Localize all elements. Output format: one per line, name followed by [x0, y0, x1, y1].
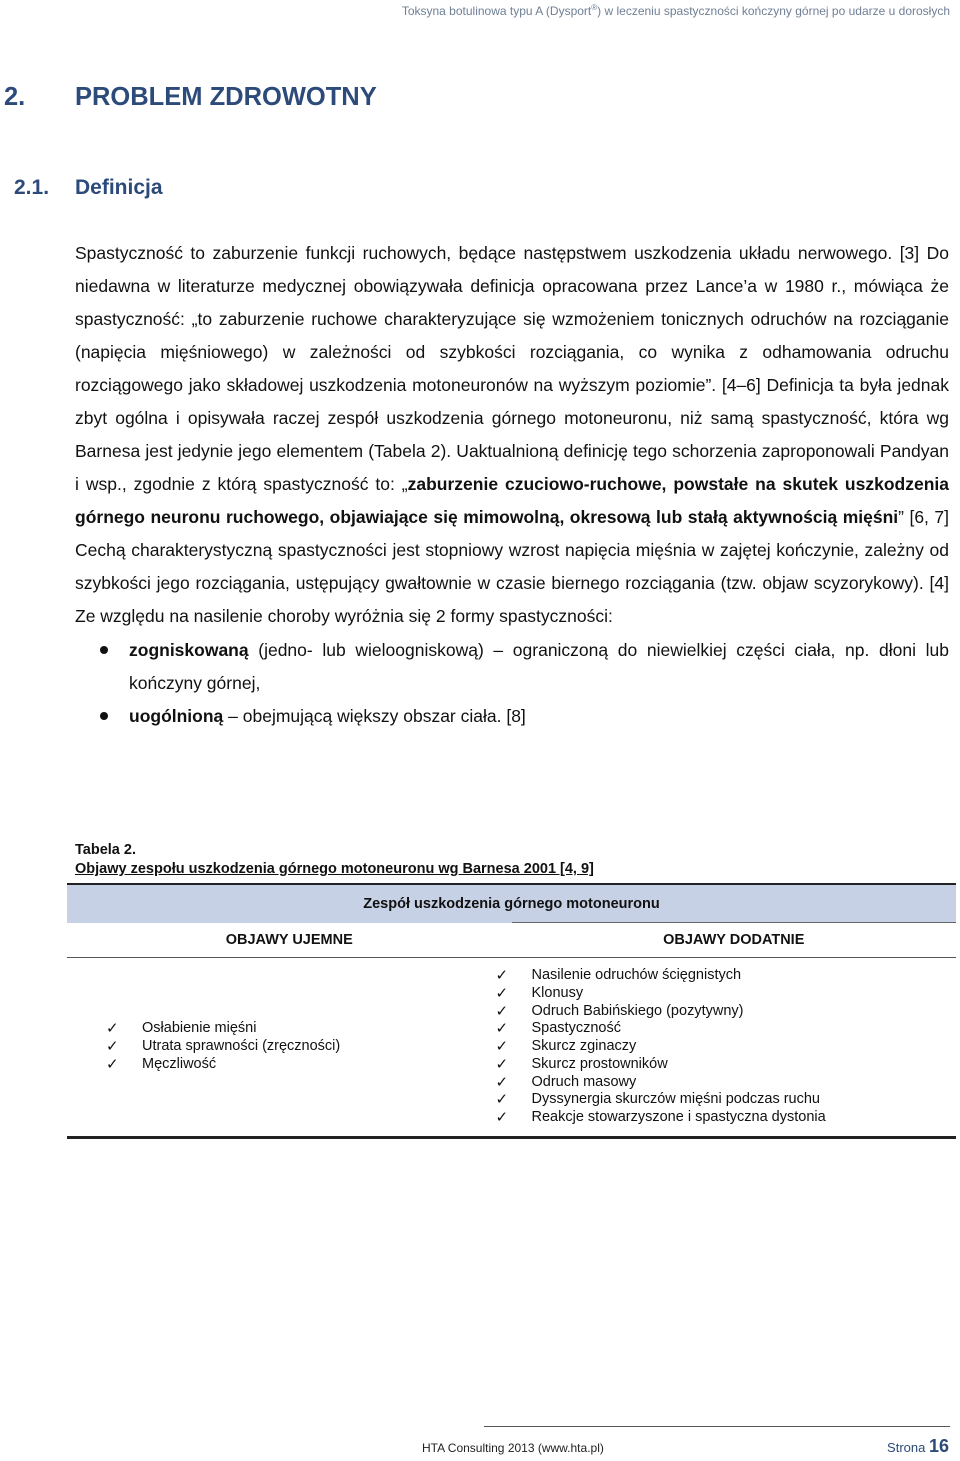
check-icon: ✓ [106, 1020, 119, 1038]
list-item [106, 1056, 512, 1074]
page-number-value: 16 [928, 1436, 949, 1456]
positive-symptoms-list [106, 1020, 512, 1073]
subsection-heading [14, 176, 163, 200]
table-label: Tabela 2. [75, 842, 136, 858]
list-item [496, 1056, 957, 1074]
check-icon: ✓ [106, 1038, 119, 1056]
forms-list [75, 634, 949, 733]
list-item [496, 1091, 957, 1109]
list-item [496, 1038, 957, 1056]
list-item-text: Nasilenie odruchów ścięgnistych [531, 966, 742, 983]
running-header [402, 3, 950, 18]
column-header-positive: OBJAWY UJEMNE [67, 923, 512, 958]
definition-paragraph [75, 237, 949, 633]
check-icon: ✓ [495, 984, 509, 1002]
negative-symptoms-cell [495, 958, 957, 1138]
list-item [75, 700, 949, 733]
list-item-term: uogólnioną [129, 706, 224, 726]
list-item [106, 1020, 512, 1038]
list-item-text: – obejmującą większy obszar ciała. [8] [223, 706, 526, 726]
check-icon: ✓ [495, 1073, 509, 1091]
negative-symptoms-list [496, 967, 957, 1127]
page-label: Strona [887, 1440, 926, 1455]
paragraph-text-part1: Spastyczność to zaburzenie funkcji ruchowych, będące następstwem uszkodzenia układu nerwowego. [3] Do niedawna w literaturze medycznej obowiązywała definicja opracowana przez Lance’a w 1980 r., mówiąca że spastyczność: „to zaburzenie ruchowe charakteryzujące się wzmożeniem tonicznych odruchów na rozciąganie (napięcia mięśniowego) w zależności od szybkości rozciągania, co wynika z odhamowania odruchu rozciągowego jako składowej uszkodzenia motoneuronów na wyższym poziomie”. [4–6] Definicja ta była jednak zbyt ogólna i opisywała raczej zespół uszkodzenia górnego motoneuronu, niż samą spastyczność, która wg Barnesa jest jedynie jego elementem (Tabela 2). Uaktualnioną definicję tego schorzenia zaproponowali Pandyan i wsp., zgodnie z którą spastyczność to: „ [75, 243, 949, 494]
check-icon: ✓ [495, 1002, 509, 1020]
list-item-text: Dyssynergia skurczów mięśni podczas ruchu [531, 1091, 820, 1108]
footer-divider [484, 1426, 950, 1427]
footer-publisher: HTA Consulting 2013 (www.hta.pl) [422, 1441, 604, 1455]
section-number: 2. [4, 83, 26, 111]
running-header-prefix: Toksyna botulinowa typu A (Dysport [401, 4, 592, 18]
list-item-text: Odruch Babińskiego (pozytywny) [531, 1002, 744, 1019]
list-item [496, 985, 957, 1003]
bullet-icon [100, 646, 108, 654]
check-icon: ✓ [495, 1020, 509, 1038]
check-icon: ✓ [495, 1109, 509, 1127]
registered-mark: ® [591, 3, 598, 12]
list-item-text: Skurcz zginaczy [531, 1038, 637, 1055]
list-item-text: Odruch masowy [531, 1073, 637, 1090]
paragraph-text-part2: ” [6, 7] Cechą charakterystyczną spastyczności jest stopniowy wzrost napięcia mięśnia w zajętej kończynie, zależny od szybkości jego rozciągania, ustępujący gwałtownie w czasie biernego rozciągania (tzw. objaw scyzorykowy). [4] Ze względu na nasilenie choroby wyróżnia się 2 formy spastyczności: [75, 507, 949, 626]
check-icon: ✓ [495, 1091, 509, 1109]
table-title: Objawy zespołu uszkodzenia górnego motoneuronu wg Barnesa 2001 [4, 9] [75, 861, 594, 877]
check-icon: ✓ [495, 1038, 509, 1056]
check-icon: ✓ [495, 1055, 509, 1073]
list-item-text: Klonusy [531, 984, 584, 1001]
positive-symptoms-cell [67, 958, 512, 1138]
section-title: PROBLEM ZDROWOTNY [75, 83, 377, 111]
check-icon: ✓ [495, 966, 509, 984]
table-caption [75, 841, 594, 879]
list-item-term: zogniskowaną [129, 640, 249, 660]
list-item [496, 967, 957, 985]
subsection-title: Definicja [75, 176, 163, 199]
paragraph-bold-definition: zaburzenie czuciowo-ruchowe, powstałe na skutek uszkodzenia górnego neuronu ruchowego, objawiające się mimowolną, okresową lub stałą aktywnością mięśni [75, 474, 949, 527]
list-item [106, 1038, 512, 1056]
list-item [496, 1109, 957, 1127]
running-header-suffix: ) w leczeniu spastyczności kończyny górnej po udarze u dorosłych [597, 4, 950, 18]
list-item [496, 1003, 957, 1021]
page-number [887, 1436, 949, 1457]
list-item-text: Spastyczność [531, 1020, 621, 1037]
list-item [496, 1074, 957, 1092]
section-heading [4, 83, 377, 112]
body-text [75, 237, 949, 733]
list-item-text: Reakcje stowarzyszone i spastyczna dystonia [531, 1109, 826, 1126]
list-item-text: Osłabienie mięśni [142, 1020, 257, 1037]
bullet-icon [100, 712, 108, 720]
list-item-text: Męczliwość [142, 1055, 217, 1072]
list-item-text: Utrata sprawności (zręczności) [142, 1038, 341, 1055]
check-icon: ✓ [106, 1055, 119, 1073]
list-item [496, 1020, 957, 1038]
list-item [75, 634, 949, 700]
list-item-text: Skurcz prostowników [531, 1055, 668, 1072]
table-header: Zespół uszkodzenia górnego motoneuronu [67, 884, 956, 923]
list-item-text: (jedno- lub wieloogniskową) – ograniczoną do niewielkiej części ciała, np. dłoni lub kończyny górnej, [129, 640, 949, 693]
subsection-number: 2.1. [14, 176, 50, 199]
column-header-negative: OBJAWY DODATNIE [512, 923, 957, 958]
symptoms-table [67, 883, 956, 1139]
